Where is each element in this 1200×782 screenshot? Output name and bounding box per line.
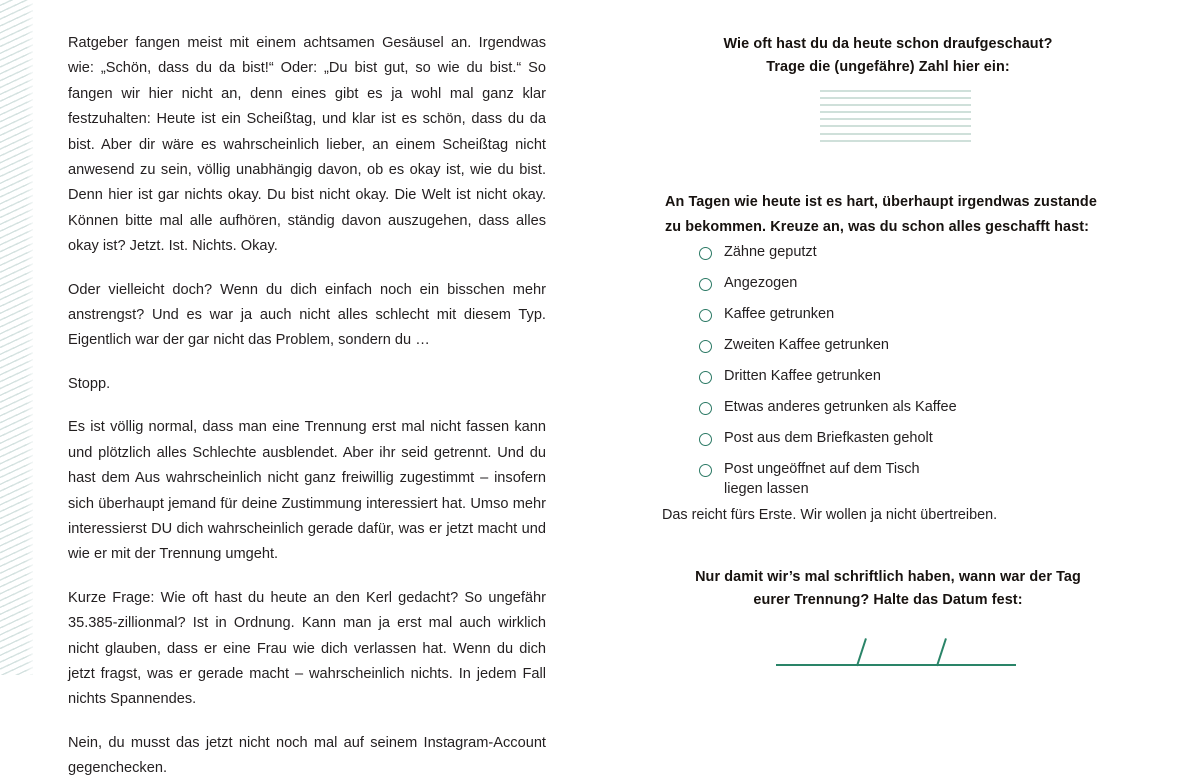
body-paragraph: Ratgeber fangen meist mit einem achtsamen Gesäusel an. Irgendwas wie: „Schön, dass du da bist!“ Oder: „Du bist gut, so wie du bist.“ So fangen wir hier nicht an, denn eines gibt es ja wohl mal ganz klar festzuhalten: Heute ist ein Scheißtag, und klar ist es schön, dass du da bist. Aber dir wäre es wahrscheinlich lieber, an einem Scheißtag nicht anwesend zu sein, völlig unabhängig davon, ob es okay ist, wie du bist. Denn hier ist gar nichts okay. Du bist nicht okay. Die Welt ist nicht okay. Können bitte mal alle aufhören, ständig davon auszugehen, dass alles okay ist? Jetzt. Ist. Nichts. Okay. (68, 35, 546, 255)
write-rule (820, 125, 971, 127)
checklist-item-label-line-2: liegen lassen (724, 480, 809, 497)
body-paragraph: Stopp. (68, 375, 111, 392)
write-rule (820, 97, 971, 99)
checkbox-circle-icon[interactable] (699, 402, 712, 415)
write-rule (820, 118, 971, 120)
date-separator-slash-icon (856, 638, 867, 666)
checklist-item[interactable] (699, 336, 1099, 356)
question-2-heading-line-1: An Tagen wie heute ist es hart, überhaupt irgendwas zustande (665, 194, 1097, 210)
checkbox-circle-icon[interactable] (699, 464, 712, 477)
checklist-item-label: Post aus dem Briefkasten geholt (724, 430, 933, 446)
date-separator-slash-icon (936, 638, 947, 666)
body-paragraph: Oder vielleicht doch? Wenn du dich einfach noch ein bisschen mehr anstrengst? Und es war ja auch nicht alles schlecht mit diesem Typ. Eigentlich war der gar nicht das Problem, sondern du … (68, 281, 546, 349)
write-rule (820, 111, 971, 113)
question-3-heading (662, 566, 1114, 611)
body-paragraph: Kurze Frage: Wie oft hast du heute an den Kerl gedacht? So ungefähr 35.385-zillionmal? Ist in Ordnung. Kann man ja erst mal auch wirklich nicht glauben, dass er eine Frau wie dich verlassen hat. Wenn du dich jetzt fragst, was er gerade macht – wahrscheinlich nichts. In jedem Fall nichts Spannendes. (68, 589, 546, 708)
body-paragraph: Es ist völlig normal, dass man eine Trennung erst mal nicht fassen kann und plötzlich alles Schlechte ausblendet. Aber ihr seid getrennt. Und du hast dem Aus wahrscheinlich nicht ganz freiwillig zugestimmt – insofern sich überhaupt jemand für deine Zustimmung interessiert hat. Umso mehr interessierst DU dich wahrscheinlich gerade dafür, was er jetzt macht und wie er mit der Trennung umgeht. (68, 419, 546, 563)
checkbox-circle-icon[interactable] (699, 433, 712, 446)
checklist-item[interactable] (699, 274, 1099, 294)
question-1-heading (662, 33, 1114, 78)
question-3-heading-line-1: Nur damit wir’s mal schriftlich haben, wann war der Tag (695, 569, 1081, 585)
question-3-heading-line-2: eurer Trennung? Halte das Datum fest: (753, 591, 1023, 608)
achievement-checklist (699, 243, 1099, 511)
checklist-closing-note: Das reicht fürs Erste. Wir wollen ja nicht übertreiben. (662, 507, 998, 523)
checklist-item[interactable] (699, 429, 1099, 449)
checklist-item-label: Etwas anderes getrunken als Kaffee (724, 399, 957, 415)
checklist-item-label (724, 460, 920, 499)
checklist-item[interactable] (699, 243, 1099, 263)
write-rule (820, 133, 971, 135)
question-1-heading-line-2: Trage die (ungefähre) Zahl hier ein: (766, 58, 1010, 75)
date-baseline (776, 664, 1016, 666)
checkbox-circle-icon[interactable] (699, 247, 712, 260)
checklist-item[interactable] (699, 367, 1099, 387)
checklist-item[interactable] (699, 305, 1099, 325)
question-2-heading (665, 190, 1105, 240)
checklist-item-label: Zweiten Kaffee getrunken (724, 337, 889, 353)
write-rule (820, 104, 971, 106)
checklist-item-label: Dritten Kaffee getrunken (724, 368, 881, 384)
write-rule (820, 140, 971, 142)
checklist-item-label: Angezogen (724, 275, 798, 291)
checklist-item-label-line-1: Post ungeöffnet auf dem Tisch (724, 461, 920, 477)
body-paragraph: Nein, du musst das jetzt nicht noch mal auf seinem Instagram-Account gegenchecken. (68, 734, 546, 777)
checklist-item[interactable] (699, 398, 1099, 418)
question-1-heading-line-1: Wie oft hast du da heute schon draufgeschaut? (723, 36, 1053, 52)
left-text-column (68, 31, 546, 782)
checklist-item[interactable] (699, 460, 1099, 499)
checkbox-circle-icon[interactable] (699, 278, 712, 291)
checklist-item-label: Zähne geputzt (724, 244, 817, 260)
write-rule (820, 90, 971, 92)
number-answer-lined-field[interactable] (820, 90, 971, 142)
checkbox-circle-icon[interactable] (699, 340, 712, 353)
question-2-heading-line-2: zu bekommen. Kreuze an, was du schon alles geschafft hast: (665, 219, 1090, 235)
checklist-item-label: Kaffee getrunken (724, 306, 835, 322)
checkbox-circle-icon[interactable] (699, 309, 712, 322)
checkbox-circle-icon[interactable] (699, 371, 712, 384)
date-answer-field[interactable] (776, 630, 1016, 675)
